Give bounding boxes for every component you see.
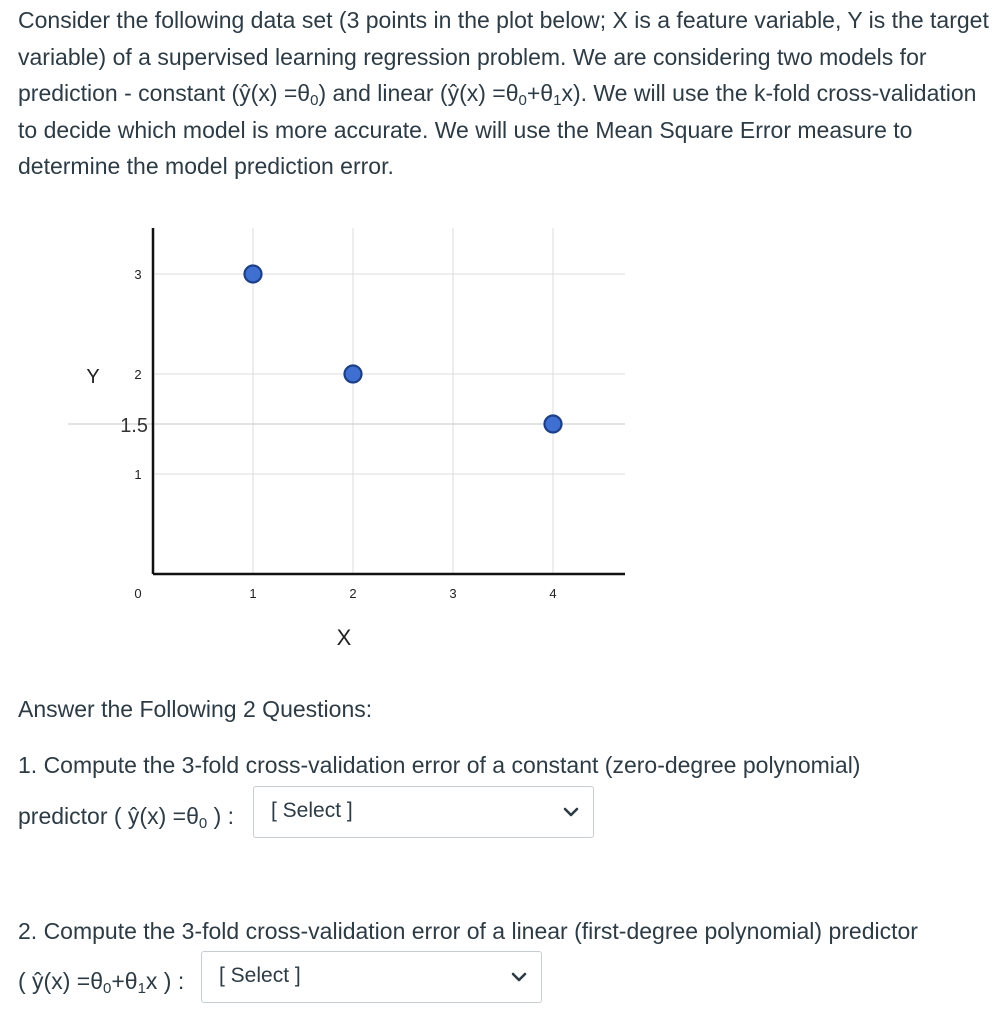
subscript-1: 1	[553, 92, 562, 109]
x-tick-label: 4	[549, 586, 557, 601]
linear-model-formula-c: x	[561, 80, 573, 106]
question-1-formula-b: ) :	[207, 803, 235, 829]
chevron-down-icon	[561, 804, 581, 820]
y-highlight-label: 1.5	[120, 415, 148, 437]
y-axis-label: Y	[86, 366, 100, 388]
y-tick-label: 2	[134, 367, 142, 382]
subscript-0: 0	[102, 980, 112, 997]
x-tick-label: 1	[249, 586, 257, 601]
question-1-select[interactable]	[253, 786, 594, 838]
question-1-formula-a: predictor ( ŷ(x) =θ	[18, 803, 199, 829]
x-tick-label: 2	[349, 586, 357, 601]
y-tick-label: 3	[134, 267, 142, 282]
questions-heading: Answer the Following 2 Questions:	[18, 696, 373, 722]
constant-model-formula: ŷ(x) =θ	[239, 80, 311, 106]
intro-text-2: ) and linear (	[318, 80, 448, 106]
question-2-formula-b: +θ	[111, 968, 138, 994]
question-1-select-value: [ Select ]	[271, 799, 353, 822]
subscript-1: 1	[137, 980, 146, 997]
subscript-0: 0	[198, 815, 208, 832]
linear-model-formula-b: +θ	[526, 80, 554, 106]
question-2-select-value: [ Select ]	[219, 964, 301, 987]
question-2-line2	[18, 964, 184, 998]
x-tick-label: 0	[134, 586, 142, 601]
subscript-0: 0	[310, 92, 319, 109]
intro-text-1: Consider the following data set (3 points in the plot below; X is a feature variable, Y is the target variable) of a supervised learning regression problem. We are considering two models for prediction - constant (	[18, 7, 989, 106]
problem-statement	[18, 2, 998, 185]
question-2-formula-c: x ) :	[145, 968, 185, 994]
subscript-0: 0	[518, 92, 527, 109]
data-point	[545, 416, 562, 433]
intro-text-3: ). We will use the k-fold cross-validation to decide which model is more accurate. We will use the Mean Square Error measure to determine the model prediction error.	[18, 80, 977, 179]
linear-model-formula-a: ŷ(x) =θ	[447, 80, 519, 106]
question-2-text: 2. Compute the 3-fold cross-validation error of a linear (first-degree polynomial) predictor	[18, 918, 918, 944]
question-2-select[interactable]	[201, 951, 542, 1003]
x-tick-label: 3	[449, 586, 457, 601]
data-point	[345, 366, 362, 383]
data-point	[245, 266, 262, 283]
x-axis-label: X	[336, 625, 352, 650]
scatter-plot	[60, 220, 640, 660]
chevron-down-icon	[509, 969, 529, 985]
question-2-formula-a: ( ŷ(x) =θ	[18, 968, 103, 994]
y-tick-label: 1	[134, 467, 142, 482]
question-1-line2	[18, 799, 234, 833]
question-1-text: 1. Compute the 3-fold cross-validation error of a constant (zero-degree polynomial)	[18, 752, 861, 778]
